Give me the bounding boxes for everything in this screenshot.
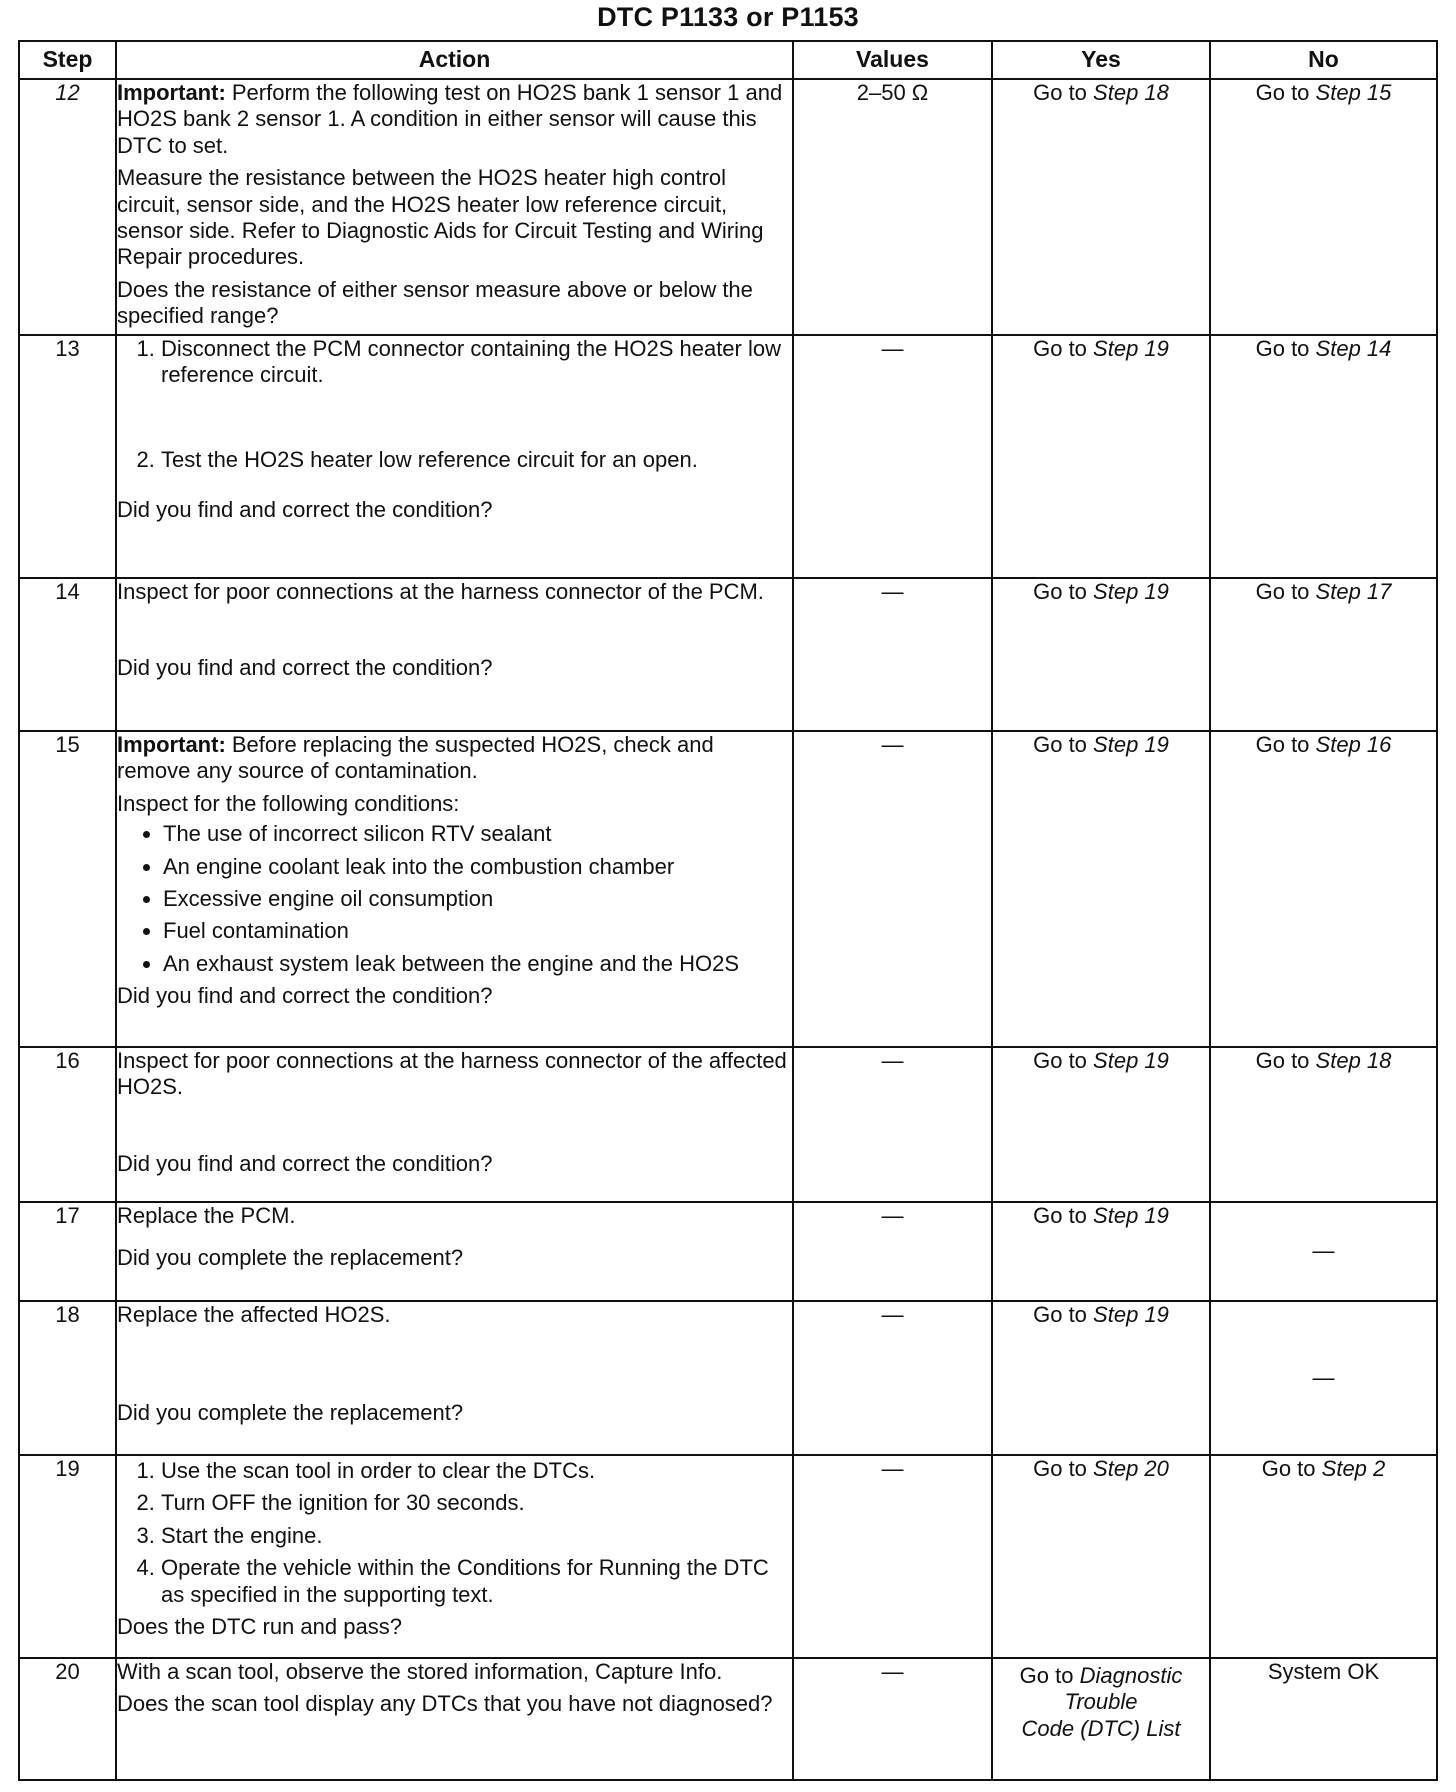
yes-target: Code (DTC) List — [1021, 1715, 1181, 1741]
action-cell — [116, 1658, 793, 1780]
step-number: 20 — [19, 1658, 116, 1780]
yes-target: Step 19 — [1093, 336, 1169, 361]
action-text: With a scan tool, observe the stored information, Capture Info. — [117, 1659, 723, 1684]
table-row-step-19 — [19, 1455, 1437, 1658]
go-to-label: Go to — [1255, 336, 1310, 361]
important-text: Before replacing the suspected HO2S, check and remove any source of contamination. — [117, 732, 714, 784]
yes-target: Diagnostic — [1079, 1663, 1183, 1688]
header-action: Action — [116, 41, 793, 79]
action-question: Did you find and correct the condition? — [117, 497, 493, 523]
yes-cell — [992, 1202, 1210, 1301]
step-number: 18 — [19, 1301, 116, 1455]
value-cell: — — [793, 335, 992, 578]
yes-cell — [992, 1658, 1210, 1780]
list-item: 2. Test the HO2S heater low reference circuit for an open. — [161, 447, 792, 473]
yes-target: Step 19 — [1093, 1203, 1169, 1228]
table-row-step-12 — [19, 79, 1437, 335]
no-target: Step 15 — [1315, 80, 1392, 105]
value-cell: — — [793, 578, 992, 731]
important-text: Perform the following test on HO2S bank 1 sensor 1 and HO2S bank 2 sensor 1. A condition in either sensor will cause this DTC to set. — [117, 80, 783, 158]
action-question: Does the DTC run and pass? — [117, 1613, 402, 1639]
yes-target: Step 19 — [1093, 579, 1169, 604]
value-cell: 2–50 Ω — [793, 79, 992, 335]
no-cell — [1210, 335, 1437, 578]
yes-cell — [992, 1301, 1210, 1455]
yes-cell — [992, 578, 1210, 731]
step-number: 16 — [19, 1047, 116, 1202]
yes-cell — [992, 1455, 1210, 1658]
yes-target: Step 19 — [1093, 1048, 1169, 1073]
table-row-step-17 — [19, 1202, 1437, 1301]
action-question: Does the resistance of either sensor measure above or below the specified range? — [117, 276, 753, 329]
action-text: Replace the affected HO2S. — [117, 1302, 391, 1327]
action-question: Did you complete the replacement? — [117, 1400, 464, 1426]
action-steps — [117, 1458, 792, 1608]
step-number: 19 — [19, 1455, 116, 1658]
yes-cell — [992, 731, 1210, 1047]
action-cell — [116, 1047, 793, 1202]
step-number: 17 — [19, 1202, 116, 1301]
no-cell — [1210, 578, 1437, 731]
list-item: • An exhaust system leak between the engine and the HO2S — [163, 951, 792, 977]
important-label: Important: — [117, 80, 226, 105]
no-cell: — — [1210, 1301, 1437, 1455]
action-question: Did you find and correct the condition? — [117, 983, 493, 1009]
yes-target: Trouble — [1064, 1689, 1138, 1715]
table-row-step-13 — [19, 335, 1437, 578]
action-text: Inspect for the following conditions: — [117, 790, 460, 816]
value-cell: — — [793, 1658, 992, 1780]
action-question: Does the scan tool display any DTCs that you have not diagnosed? — [117, 1691, 773, 1717]
important-label: Important: — [117, 732, 226, 757]
action-text: Measure the resistance between the HO2S heater high control circuit, sensor side, and the HO2S heater low reference circuit, sensor side. Refer to Diagnostic Aids for Circuit Testing and Wiring Repair procedures. — [117, 165, 764, 270]
action-text: Inspect for poor connections at the harness connector of the affected HO2S. — [117, 1048, 787, 1100]
table-row-step-14 — [19, 578, 1437, 731]
important-note — [117, 80, 792, 159]
action-question: Did you find and correct the condition? — [117, 1150, 493, 1176]
yes-target: Step 18 — [1093, 80, 1169, 105]
go-to-label: Go to — [1261, 1456, 1316, 1481]
value-cell: — — [793, 1455, 992, 1658]
go-to-label: Go to — [1033, 1203, 1087, 1228]
table-header-row — [19, 41, 1437, 79]
action-question: Did you find and correct the condition? — [117, 655, 493, 681]
action-cell — [116, 1202, 793, 1301]
page-title: DTC P1133 or P1153 — [597, 2, 859, 32]
step-number: 13 — [19, 335, 116, 578]
value-cell: — — [793, 1301, 992, 1455]
no-cell — [1210, 1047, 1437, 1202]
no-cell: System OK — [1210, 1658, 1437, 1780]
table-row-step-18 — [19, 1301, 1437, 1455]
no-cell — [1210, 1455, 1437, 1658]
no-target: Step 17 — [1315, 579, 1392, 604]
action-cell — [116, 335, 793, 578]
go-to-label: Go to — [1019, 1663, 1074, 1688]
yes-cell — [992, 79, 1210, 335]
yes-target: Step 19 — [1093, 1302, 1169, 1327]
header-yes: Yes — [992, 41, 1210, 79]
important-note — [117, 732, 792, 785]
value-cell: — — [793, 731, 992, 1047]
yes-target: Step 19 — [1093, 732, 1169, 757]
action-cell — [116, 1455, 793, 1658]
go-to-label: Go to — [1033, 579, 1087, 604]
value-cell: — — [793, 1047, 992, 1202]
list-item: 3. Start the engine. — [161, 1523, 792, 1549]
no-target: Step 18 — [1315, 1048, 1392, 1073]
list-item: 1. Use the scan tool in order to clear the DTCs. — [161, 1458, 792, 1484]
action-question: Did you complete the replacement? — [117, 1245, 464, 1271]
step-number: 12 — [19, 79, 116, 335]
list-item: • Fuel contamination — [163, 918, 792, 944]
header-values: Values — [793, 41, 992, 79]
condition-list — [117, 821, 792, 977]
yes-target: Step 20 — [1093, 1456, 1169, 1481]
no-target: Step 2 — [1321, 1456, 1386, 1481]
no-cell: — — [1210, 1202, 1437, 1301]
list-item: 1. Disconnect the PCM connector containing the HO2S heater low reference circuit. — [161, 336, 792, 389]
list-item: • An engine coolant leak into the combustion chamber — [163, 854, 792, 880]
no-cell — [1210, 79, 1437, 335]
go-to-label: Go to — [1255, 579, 1310, 604]
table-row-step-16 — [19, 1047, 1437, 1202]
value-cell: — — [793, 1202, 992, 1301]
table-row-step-15 — [19, 731, 1437, 1047]
go-to-label: Go to — [1033, 1302, 1087, 1327]
go-to-label: Go to — [1255, 732, 1310, 757]
go-to-label: Go to — [1033, 80, 1087, 105]
action-cell — [116, 79, 793, 335]
go-to-label: Go to — [1255, 1048, 1310, 1073]
step-number: 15 — [19, 731, 116, 1047]
no-target: Step 16 — [1315, 732, 1392, 757]
list-item: • Excessive engine oil consumption — [163, 886, 792, 912]
go-to-label: Go to — [1033, 1048, 1087, 1073]
no-cell — [1210, 731, 1437, 1047]
go-to-label: Go to — [1255, 80, 1310, 105]
no-target: Step 14 — [1315, 336, 1392, 361]
action-cell — [116, 578, 793, 731]
go-to-label: Go to — [1033, 1456, 1087, 1481]
step-number: 14 — [19, 578, 116, 731]
diagnostic-table — [18, 40, 1438, 1781]
go-to-label: Go to — [1033, 336, 1087, 361]
action-text: Inspect for poor connections at the harness connector of the PCM. — [117, 579, 764, 604]
yes-cell — [992, 1047, 1210, 1202]
action-cell — [116, 731, 793, 1047]
list-item: 4. Operate the vehicle within the Conditions for Running the DTC as specified in the supporting text. — [161, 1555, 792, 1608]
action-steps — [117, 336, 792, 473]
header-step: Step — [19, 41, 116, 79]
yes-cell — [992, 335, 1210, 578]
table-row-step-20 — [19, 1658, 1437, 1780]
header-no: No — [1210, 41, 1437, 79]
action-text: Replace the PCM. — [117, 1203, 296, 1228]
go-to-label: Go to — [1033, 732, 1087, 757]
action-cell — [116, 1301, 793, 1455]
list-item: 2. Turn OFF the ignition for 30 seconds. — [161, 1490, 792, 1516]
list-item: • The use of incorrect silicon RTV sealant — [163, 821, 792, 847]
